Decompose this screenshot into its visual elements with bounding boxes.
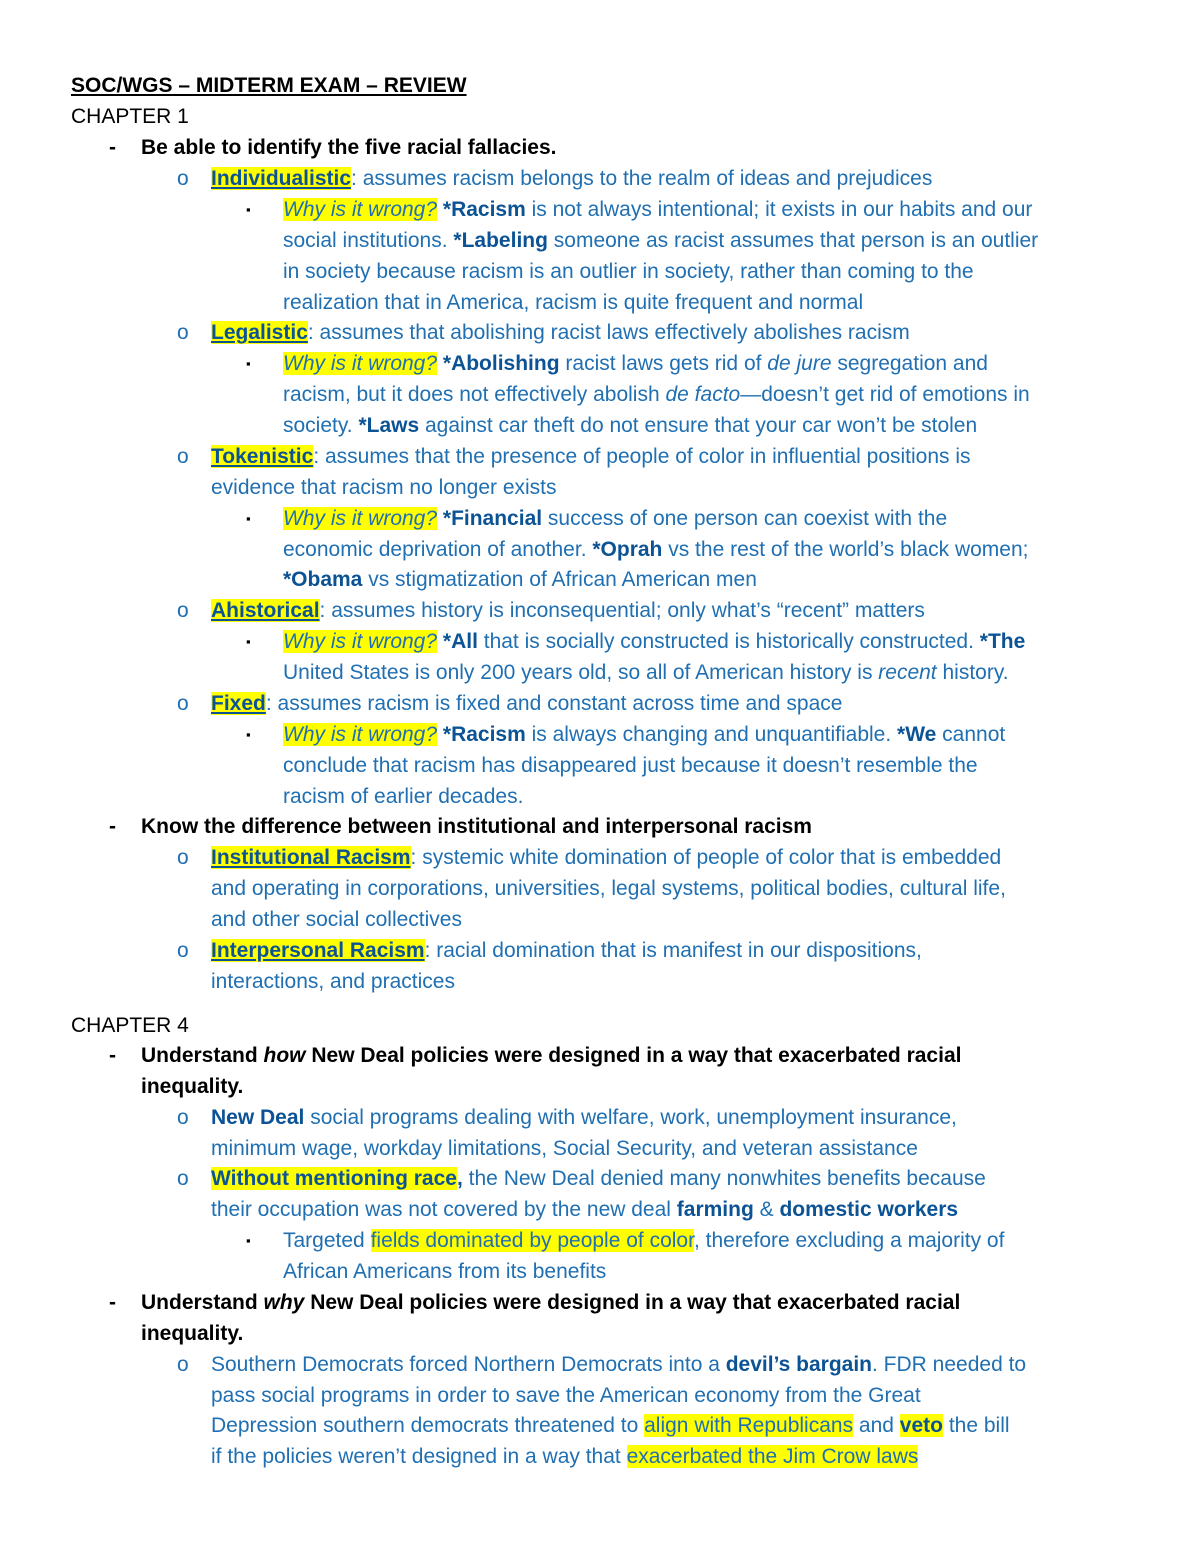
- institutional-def-line: and other social collectives: [211, 908, 462, 931]
- legalistic-why-line: society. *Laws against car theft do not ensure that your car won’t be stolen: [283, 414, 978, 437]
- individualistic-why-line: social institutions. *Labeling someone as racist assumes that person is an outlier: [283, 229, 1039, 252]
- southern-democrats-line: Southern Democrats forced Northern Democrats into a devil’s bargain. FDR needed to: [211, 1353, 1027, 1376]
- ahistorical-term: Ahistorical: [211, 599, 320, 622]
- square-bullet: ▪: [246, 356, 251, 371]
- question-why-new-deal: inequality.: [141, 1322, 244, 1345]
- institutional-def-line: and operating in corporations, universities, legal systems, political bodies, cultural life,: [211, 877, 1006, 900]
- fixed-why-line: Why is it wrong? *Racism is always changing and unquantifiable. *We cannot: [283, 723, 1006, 746]
- why-wrong-label: Why is it wrong?: [283, 352, 438, 375]
- individualistic-why-line: in society because racism is an outlier in society, rather than coming to the: [283, 260, 974, 283]
- tokenistic-item: Tokenistic: assumes that the presence of people of color in influential positions is: [211, 445, 971, 468]
- new-deal-term: New Deal: [211, 1106, 305, 1129]
- tokenistic-why-line: Why is it wrong? *Financial success of one person can coexist with the: [283, 507, 948, 530]
- circle-bullet: o: [177, 599, 189, 622]
- without-race-line: their occupation was not covered by the new deal farming & domestic workers: [211, 1198, 959, 1221]
- square-bullet: ▪: [246, 634, 251, 649]
- chapter-4-heading: CHAPTER 4: [71, 1014, 189, 1037]
- individualistic-why-line: realization that in America, racism is quite frequent and normal: [283, 291, 864, 314]
- dash-bullet: -: [109, 136, 116, 159]
- circle-bullet: o: [177, 321, 189, 344]
- fixed-why-line: racism of earlier decades.: [283, 785, 524, 808]
- targeted-line: African Americans from its benefits: [283, 1260, 607, 1283]
- legalistic-why-line: Why is it wrong? *Abolishing racist laws gets rid of de jure segregation and: [283, 352, 988, 375]
- legalistic-why-line: racism, but it does not effectively abolish de facto—doesn’t get rid of emotions in: [283, 383, 1030, 406]
- tokenistic-why-line: *Obama vs stigmatization of African American men: [283, 568, 757, 591]
- circle-bullet: o: [177, 939, 189, 962]
- dash-bullet: -: [109, 815, 116, 838]
- tokenistic-def-line: evidence that racism no longer exists: [211, 476, 557, 499]
- dash-bullet: -: [109, 1044, 116, 1067]
- tokenistic-why-line: economic deprivation of another. *Oprah vs the rest of the world’s black women;: [283, 538, 1029, 561]
- institutional-term: Institutional Racism: [211, 846, 411, 869]
- tokenistic-term: Tokenistic: [211, 445, 314, 468]
- question-institutional-interpersonal: Know the difference between institutional and interpersonal racism: [141, 815, 812, 838]
- fixed-item: Fixed: assumes racism is fixed and constant across time and space: [211, 692, 843, 715]
- circle-bullet: o: [177, 846, 189, 869]
- interpersonal-item: Interpersonal Racism: racial domination that is manifest in our dispositions,: [211, 939, 922, 962]
- circle-bullet: o: [177, 1353, 189, 1376]
- page-title: SOC/WGS – MIDTERM EXAM – REVIEW: [71, 74, 467, 97]
- ahistorical-why-line: United States is only 200 years old, so all of American history is recent history.: [283, 661, 1009, 684]
- question-how-new-deal: inequality.: [141, 1075, 244, 1098]
- circle-bullet: o: [177, 692, 189, 715]
- targeted-line: Targeted fields dominated by people of color, therefore excluding a majority of: [283, 1229, 1005, 1252]
- new-deal-item: New Deal social programs dealing with welfare, work, unemployment insurance,: [211, 1106, 957, 1129]
- interpersonal-def-line: interactions, and practices: [211, 970, 455, 993]
- why-wrong-label: Why is it wrong?: [283, 630, 438, 653]
- legalistic-term: Legalistic: [211, 321, 308, 344]
- chapter-1-heading: CHAPTER 1: [71, 105, 189, 128]
- circle-bullet: o: [177, 1167, 189, 1190]
- why-wrong-label: Why is it wrong?: [283, 507, 438, 530]
- individualistic-why-line: Why is it wrong? *Racism is not always intentional; it exists in our habits and our: [283, 198, 1033, 221]
- question-how-new-deal: Understand how New Deal policies were designed in a way that exacerbated racial: [141, 1044, 962, 1067]
- southern-democrats-line: if the policies weren’t designed in a way that exacerbated the Jim Crow laws: [211, 1445, 919, 1468]
- square-bullet: ▪: [246, 727, 251, 742]
- fixed-term: Fixed: [211, 692, 266, 715]
- new-deal-line: minimum wage, workday limitations, Social Security, and veteran assistance: [211, 1137, 918, 1160]
- ahistorical-why-line: Why is it wrong? *All that is socially constructed is historically constructed. *The: [283, 630, 1026, 653]
- fixed-why-line: conclude that racism has disappeared just because it doesn’t resemble the: [283, 754, 978, 777]
- interpersonal-term: Interpersonal Racism: [211, 939, 425, 962]
- square-bullet: ▪: [246, 511, 251, 526]
- circle-bullet: o: [177, 1106, 189, 1129]
- question-why-new-deal: Understand why New Deal policies were designed in a way that exacerbated racial: [141, 1291, 961, 1314]
- southern-democrats-line: pass social programs in order to save the American economy from the Great: [211, 1384, 921, 1407]
- square-bullet: ▪: [246, 202, 251, 217]
- circle-bullet: o: [177, 167, 189, 190]
- dash-bullet: -: [109, 1291, 116, 1314]
- why-wrong-label: Why is it wrong?: [283, 198, 438, 221]
- without-race-term: Without mentioning race: [211, 1167, 457, 1190]
- individualistic-term: Individualistic: [211, 167, 352, 190]
- southern-democrats-line: Depression southern democrats threatened to align with Republicans and veto the bill: [211, 1414, 1010, 1437]
- question-racial-fallacies: Be able to identify the five racial fallacies.: [141, 136, 557, 159]
- institutional-item: Institutional Racism: systemic white domination of people of color that is embedded: [211, 846, 1002, 869]
- legalistic-item: Legalistic: assumes that abolishing racist laws effectively abolishes racism: [211, 321, 910, 344]
- square-bullet: ▪: [246, 1233, 251, 1248]
- why-wrong-label: Why is it wrong?: [283, 723, 438, 746]
- without-race-item: Without mentioning race, the New Deal denied many nonwhites benefits because: [211, 1167, 986, 1190]
- individualistic-item: Individualistic: assumes racism belongs to the realm of ideas and prejudices: [211, 167, 933, 190]
- circle-bullet: o: [177, 445, 189, 468]
- ahistorical-item: Ahistorical: assumes history is inconsequential; only what’s “recent” matters: [211, 599, 925, 622]
